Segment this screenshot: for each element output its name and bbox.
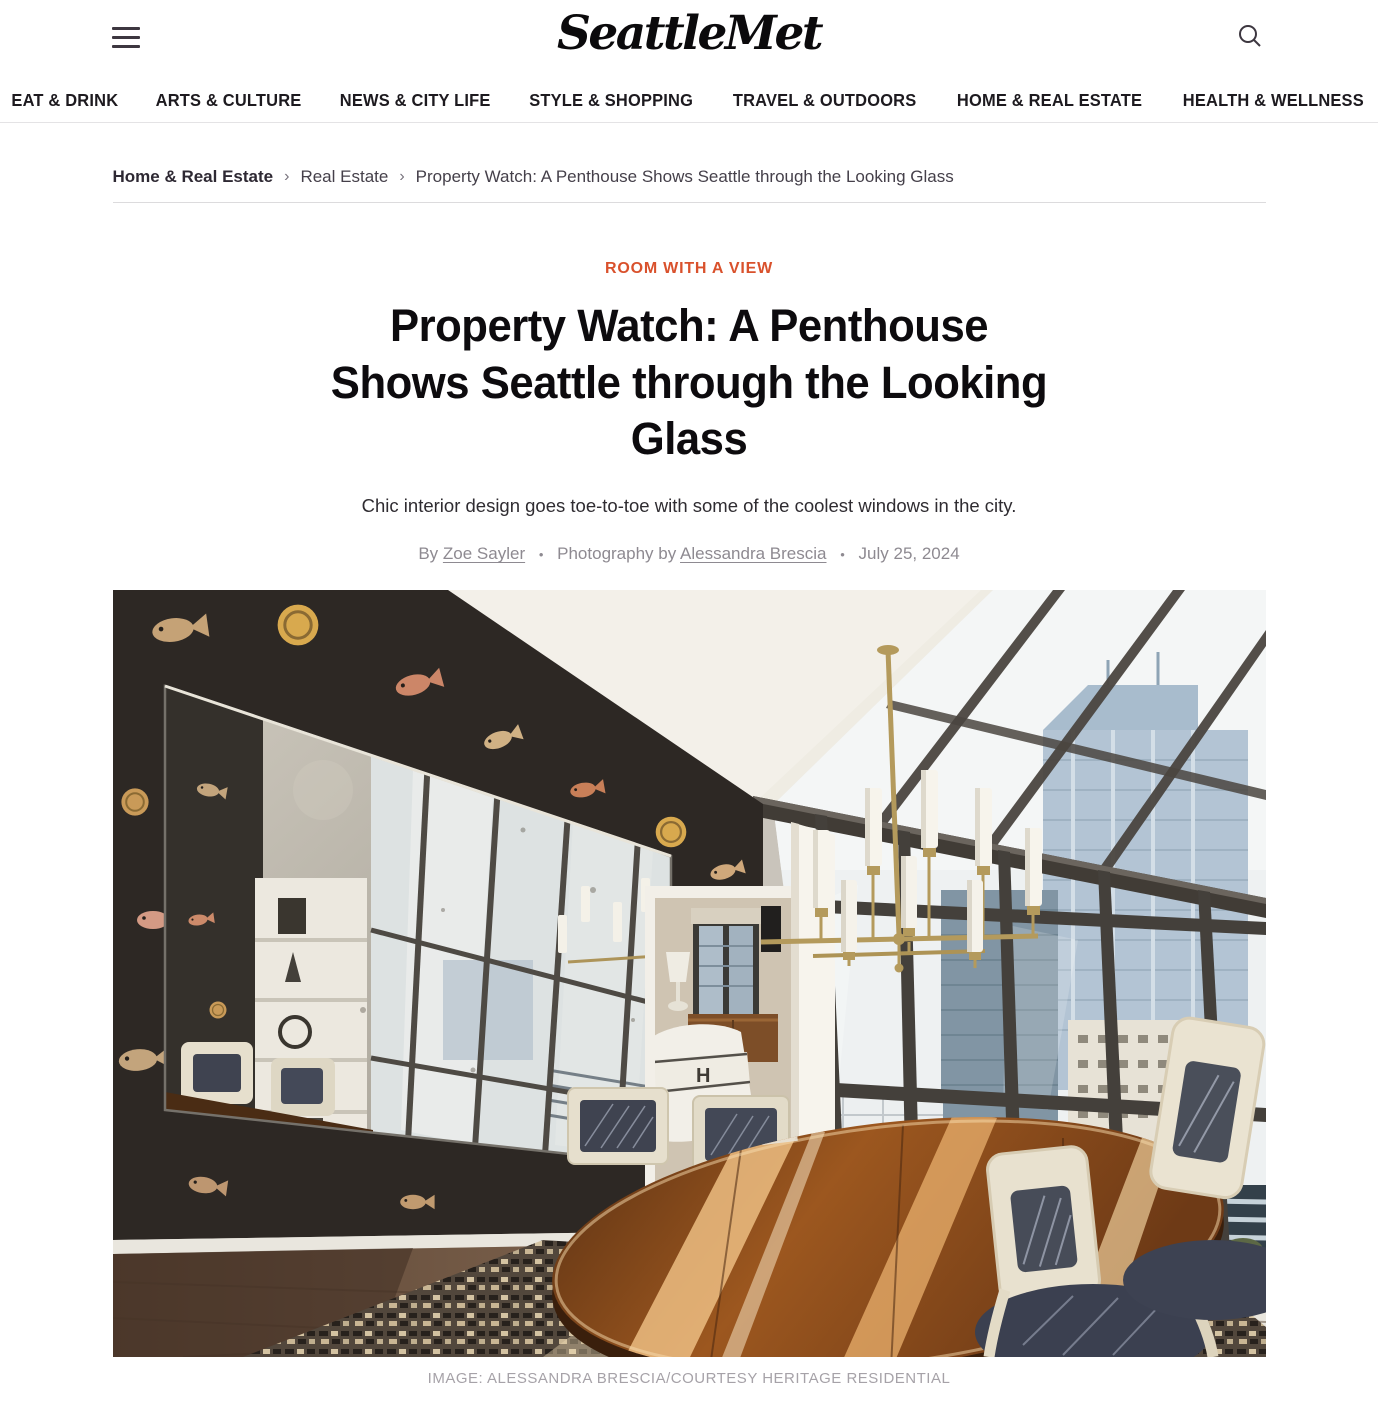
hero-image [113,590,1266,1357]
publish-date: July 25, 2024 [858,544,960,564]
article-dek: Chic interior design goes toe-to-toe with some of the coolest windows in the city. [361,495,1017,517]
breadcrumb-current-page: Property Watch: A Penthouse Shows Seattle through the Looking Glass [415,167,954,186]
primary-nav [0,78,1378,123]
byline-prefix: By [418,544,439,564]
breadcrumb [113,167,1266,203]
nav-item-arts-culture[interactable]: ARTS & CULTURE [155,89,302,110]
title-line: Glass [630,413,748,465]
hero-figure [113,590,1266,1387]
image-credit: IMAGE: ALESSANDRA BRESCIA/COURTESY HERITAGE RESIDENTIAL [427,1370,951,1388]
photographer-link[interactable]: Alessandra Brescia [680,544,827,564]
byline-bullet: • [840,547,845,563]
breadcrumb-separator: › [399,168,405,185]
nav-item-health-wellness[interactable]: HEALTH & WELLNESS [1183,89,1365,110]
hamburger-menu-icon[interactable] [112,27,140,48]
nav-item-style-shopping[interactable]: STYLE & SHOPPING [529,89,694,110]
breadcrumb-real-estate[interactable]: Real Estate [300,167,389,186]
byline [113,544,1266,564]
nav-item-eat-drink[interactable]: EAT & DRINK [11,89,119,110]
breadcrumb-home-real-estate[interactable]: Home & Real Estate [112,167,274,186]
nav-item-home-real-estate[interactable]: HOME & REAL ESTATE [957,89,1143,110]
breadcrumb-separator: › [284,168,290,185]
category-eyebrow[interactable]: ROOM WITH A VIEW [604,260,774,277]
site-header [0,0,1378,78]
photography-prefix: Photography by [557,544,677,564]
title-line: Shows Seattle through the Looking [330,356,1048,408]
search-icon[interactable] [1234,22,1266,54]
title-line: Property Watch: A Penthouse [389,300,989,351]
site-logo[interactable]: SeattleMet [556,6,822,61]
page-title [286,298,1091,468]
author-link[interactable]: Zoe Sayler [442,544,526,564]
svg-text:H: H [695,1065,710,1088]
article-header [113,203,1266,564]
byline-bullet: • [538,547,544,563]
nav-item-travel-outdoors[interactable]: TRAVEL & OUTDOORS [733,89,917,110]
nav-item-news-city-life[interactable]: NEWS & CITY LIFE [339,89,491,110]
